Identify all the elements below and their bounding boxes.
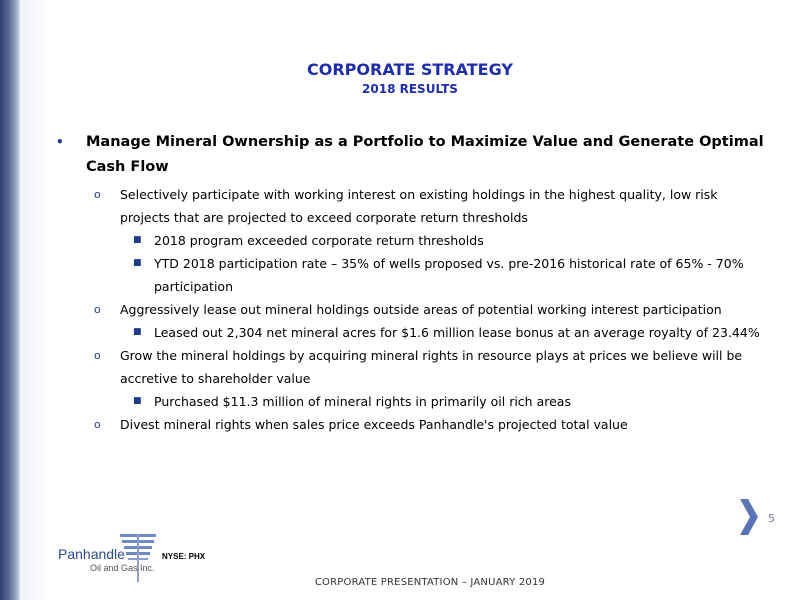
bullet-square: ■ bbox=[133, 396, 142, 406]
slide-subtitle: 2018 RESULTS bbox=[362, 82, 458, 96]
sub-sub-bullet-text: Purchased $11.3 million of mineral rights in primarily oil rich areas bbox=[154, 394, 571, 409]
sub-sub-bullet bbox=[50, 321, 770, 344]
sub-sub-bullet bbox=[50, 390, 770, 413]
footer-text: CORPORATE PRESENTATION – JANUARY 2019 bbox=[314, 577, 546, 588]
bullet-square: ■ bbox=[133, 327, 142, 337]
page-number: 5 bbox=[768, 512, 775, 525]
sub-sub-bullet bbox=[50, 229, 770, 252]
bullet-dot: • bbox=[56, 135, 64, 149]
slide-title: CORPORATE STRATEGY bbox=[307, 60, 513, 79]
bullet-circle: o bbox=[94, 349, 101, 362]
stock-ticker: NYSE: PHX bbox=[162, 552, 206, 561]
chevron-right-icon[interactable] bbox=[738, 497, 760, 537]
sub-bullet-text: Selectively participate with working interest on existing holdings in the highest quality, low risk projects that are projected to exceed corporate return thresholds bbox=[120, 187, 718, 225]
bullet-circle: o bbox=[94, 303, 101, 316]
sub-sub-bullet-text: Leased out 2,304 net mineral acres for $1.6 million lease bonus at an average royalty of 23.44% bbox=[154, 325, 760, 340]
sub-bullet-text: Divest mineral rights when sales price exceeds Panhandle's projected total value bbox=[120, 417, 628, 432]
sub-sub-bullet-text: YTD 2018 participation rate – 35% of wells proposed vs. pre-2016 historical rate of 65% - 70% participation bbox=[154, 256, 744, 294]
sub-bullet bbox=[50, 344, 770, 390]
sub-bullet-text: Grow the mineral holdings by acquiring mineral rights in resource plays at prices we believe will be accretive to shareholder value bbox=[120, 348, 743, 386]
bullet-square: ■ bbox=[133, 258, 142, 268]
sub-bullet-text: Aggressively lease out mineral holdings outside areas of potential working interest participation bbox=[120, 302, 722, 317]
main-bullet bbox=[50, 130, 770, 180]
bullet-square: ■ bbox=[133, 235, 142, 245]
bullet-circle: o bbox=[94, 188, 101, 201]
sub-sub-bullet-text: 2018 program exceeded corporate return thresholds bbox=[154, 233, 484, 248]
company-logo-name: Panhandle bbox=[58, 546, 125, 562]
sub-bullet bbox=[50, 298, 770, 321]
company-logo-subtext: Oil and Gas Inc. bbox=[90, 563, 155, 573]
sub-bullet bbox=[50, 183, 770, 229]
sub-sub-bullet bbox=[50, 252, 770, 298]
slide-content bbox=[50, 130, 770, 436]
sub-bullet bbox=[50, 413, 770, 436]
main-point-text: Manage Mineral Ownership as a Portfolio to Maximize Value and Generate Optimal Cash Flow bbox=[86, 134, 764, 175]
bullet-circle: o bbox=[94, 418, 101, 431]
